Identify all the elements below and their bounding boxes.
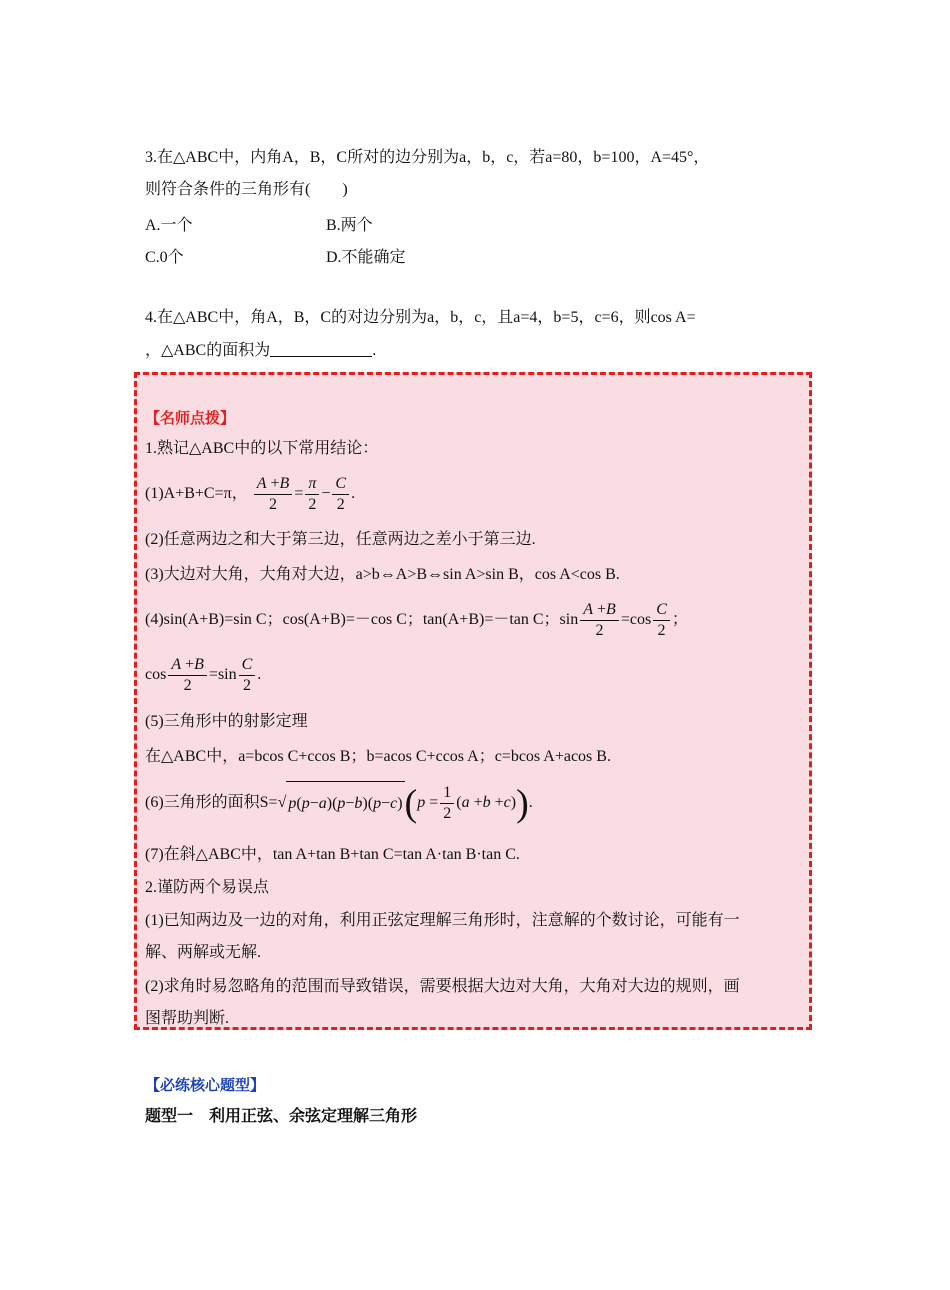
fraction-c-half-cos: $\frac{C}{2}$: [653, 600, 670, 641]
tip-item-3: (3)大边对大角，大角对大边，a>b⇔A>B⇔sin A>sin B，cos A<cos B.: [145, 566, 620, 583]
fraction-half-sum-sin: $\frac{A +B}{2}$: [580, 600, 619, 641]
tip-warn-title: 2.谨防两个易误点: [145, 879, 270, 896]
fraction-pi-half: $\frac{\pi}{2}$: [305, 474, 319, 515]
type-1-heading: [145, 1106, 417, 1127]
q3-option-d: D.不能确定: [326, 249, 406, 266]
section-title-text: 【必练核心题型】: [145, 1076, 266, 1094]
tip-item-2: (2)任意两边之和大于第三边，任意两边之差小于第三边.: [145, 531, 536, 548]
tip-item-1: (1)A+B+C=π， $\frac{A +B}{2}$ = $\frac{\pi}{2}$ − $\frac{C}{2}$ .: [145, 475, 356, 513]
radical-sign: √: [277, 794, 287, 812]
left-paren: (: [404, 782, 418, 825]
tip-item-5: (5)三角形中的射影定理: [145, 713, 308, 730]
q4-area-prompt: ，△ABC的面积为: [145, 342, 271, 359]
tip-title: [145, 408, 235, 429]
tip-intro: 1.熟记△ABC中的以下常用结论：: [145, 440, 379, 457]
tip-item-6: (6)三角形的面积S=√ p(p−a)(p−b)(p−c)(p = $\frac{1}{2}$ (a +b +c)).: [145, 782, 533, 825]
teacher-tip-box: [134, 372, 812, 1030]
tip-item-4-line1: (4)sin(A+B)=sin C；cos(A+B)=－cos C；tan(A+B)=－tan C；sin $\frac{A +B}{2}$ =cos $\frac{C}{2}$ ；: [145, 601, 688, 639]
tip-item-5-detail: 在△ABC中，a=bcos C+ccos B；b=acos C+ccos A；c=bcos A+acos B.: [145, 748, 611, 765]
tip-warn-1-line2: 解、两解或无解.: [145, 944, 262, 961]
heron-radicand: p(p−a)(p−b)(p−c): [286, 781, 404, 826]
tip-item-7: (7)在斜△ABC中，tan A+tan B+tan C=tan A·tan B·tan C.: [145, 846, 520, 863]
section-title: [145, 1075, 265, 1096]
tip-item-1-text: (1)A+B+C=π，: [145, 485, 248, 503]
answer-blank: [270, 340, 372, 357]
tip-warn-2-line1: (2)求角时易忽略角的范围而导致错误，需要根据大边对大角，大角对大边的规则，画: [145, 978, 740, 995]
q3-option-a: A.一个: [145, 217, 193, 234]
fraction-one-half: $\frac{1}{2}$: [440, 783, 454, 824]
q3-option-c: C.0个: [145, 249, 184, 266]
type-1-heading-text: 题型一 利用正弦、余弦定理解三角形: [145, 1106, 418, 1125]
q4-stem-line1: 4.在△ABC中，角A，B，C的对边分别为a，b，c，且a=4，b=5，c=6，则cos A=: [145, 309, 696, 326]
fraction-c-half-sin: $\frac{C}{2}$: [239, 655, 256, 696]
fraction-half-sum-cos: $\frac{A +B}{2}$: [168, 655, 207, 696]
q3-stem-line1: 3.在△ABC中，内角A，B，C所对的边分别为a，b，c，若a=80，b=100，A=45°，: [145, 149, 710, 166]
q3-stem-line2: 则符合条件的三角形有( ): [145, 181, 348, 198]
tip-warn-1-line1: (1)已知两边及一边的对角，利用正弦定理解三角形时，注意解的个数讨论，可能有一: [145, 912, 740, 929]
fraction-c-half: $\frac{C}{2}$: [332, 474, 349, 515]
tip-warn-2-line2: 图帮助判断.: [145, 1010, 230, 1027]
right-paren: ): [516, 782, 529, 825]
q4-period: .: [372, 342, 377, 359]
fraction-half-sum: $\frac{A +B}{2}$: [254, 474, 293, 515]
tip-item-4-text: (4)sin(A+B)=sin C；cos(A+B)=－cos C；tan(A+B)=－tan C；sin: [145, 611, 579, 629]
tip-item-4-line2: cos $\frac{A +B}{2}$ =sin $\frac{C}{2}$ .: [145, 656, 262, 694]
tip-title-text: 【名师点拨】: [145, 409, 236, 427]
q3-option-b: B.两个: [326, 217, 373, 234]
tip-item-6-text: (6)三角形的面积S=: [145, 794, 278, 812]
q4-stem-line2: [145, 340, 376, 361]
